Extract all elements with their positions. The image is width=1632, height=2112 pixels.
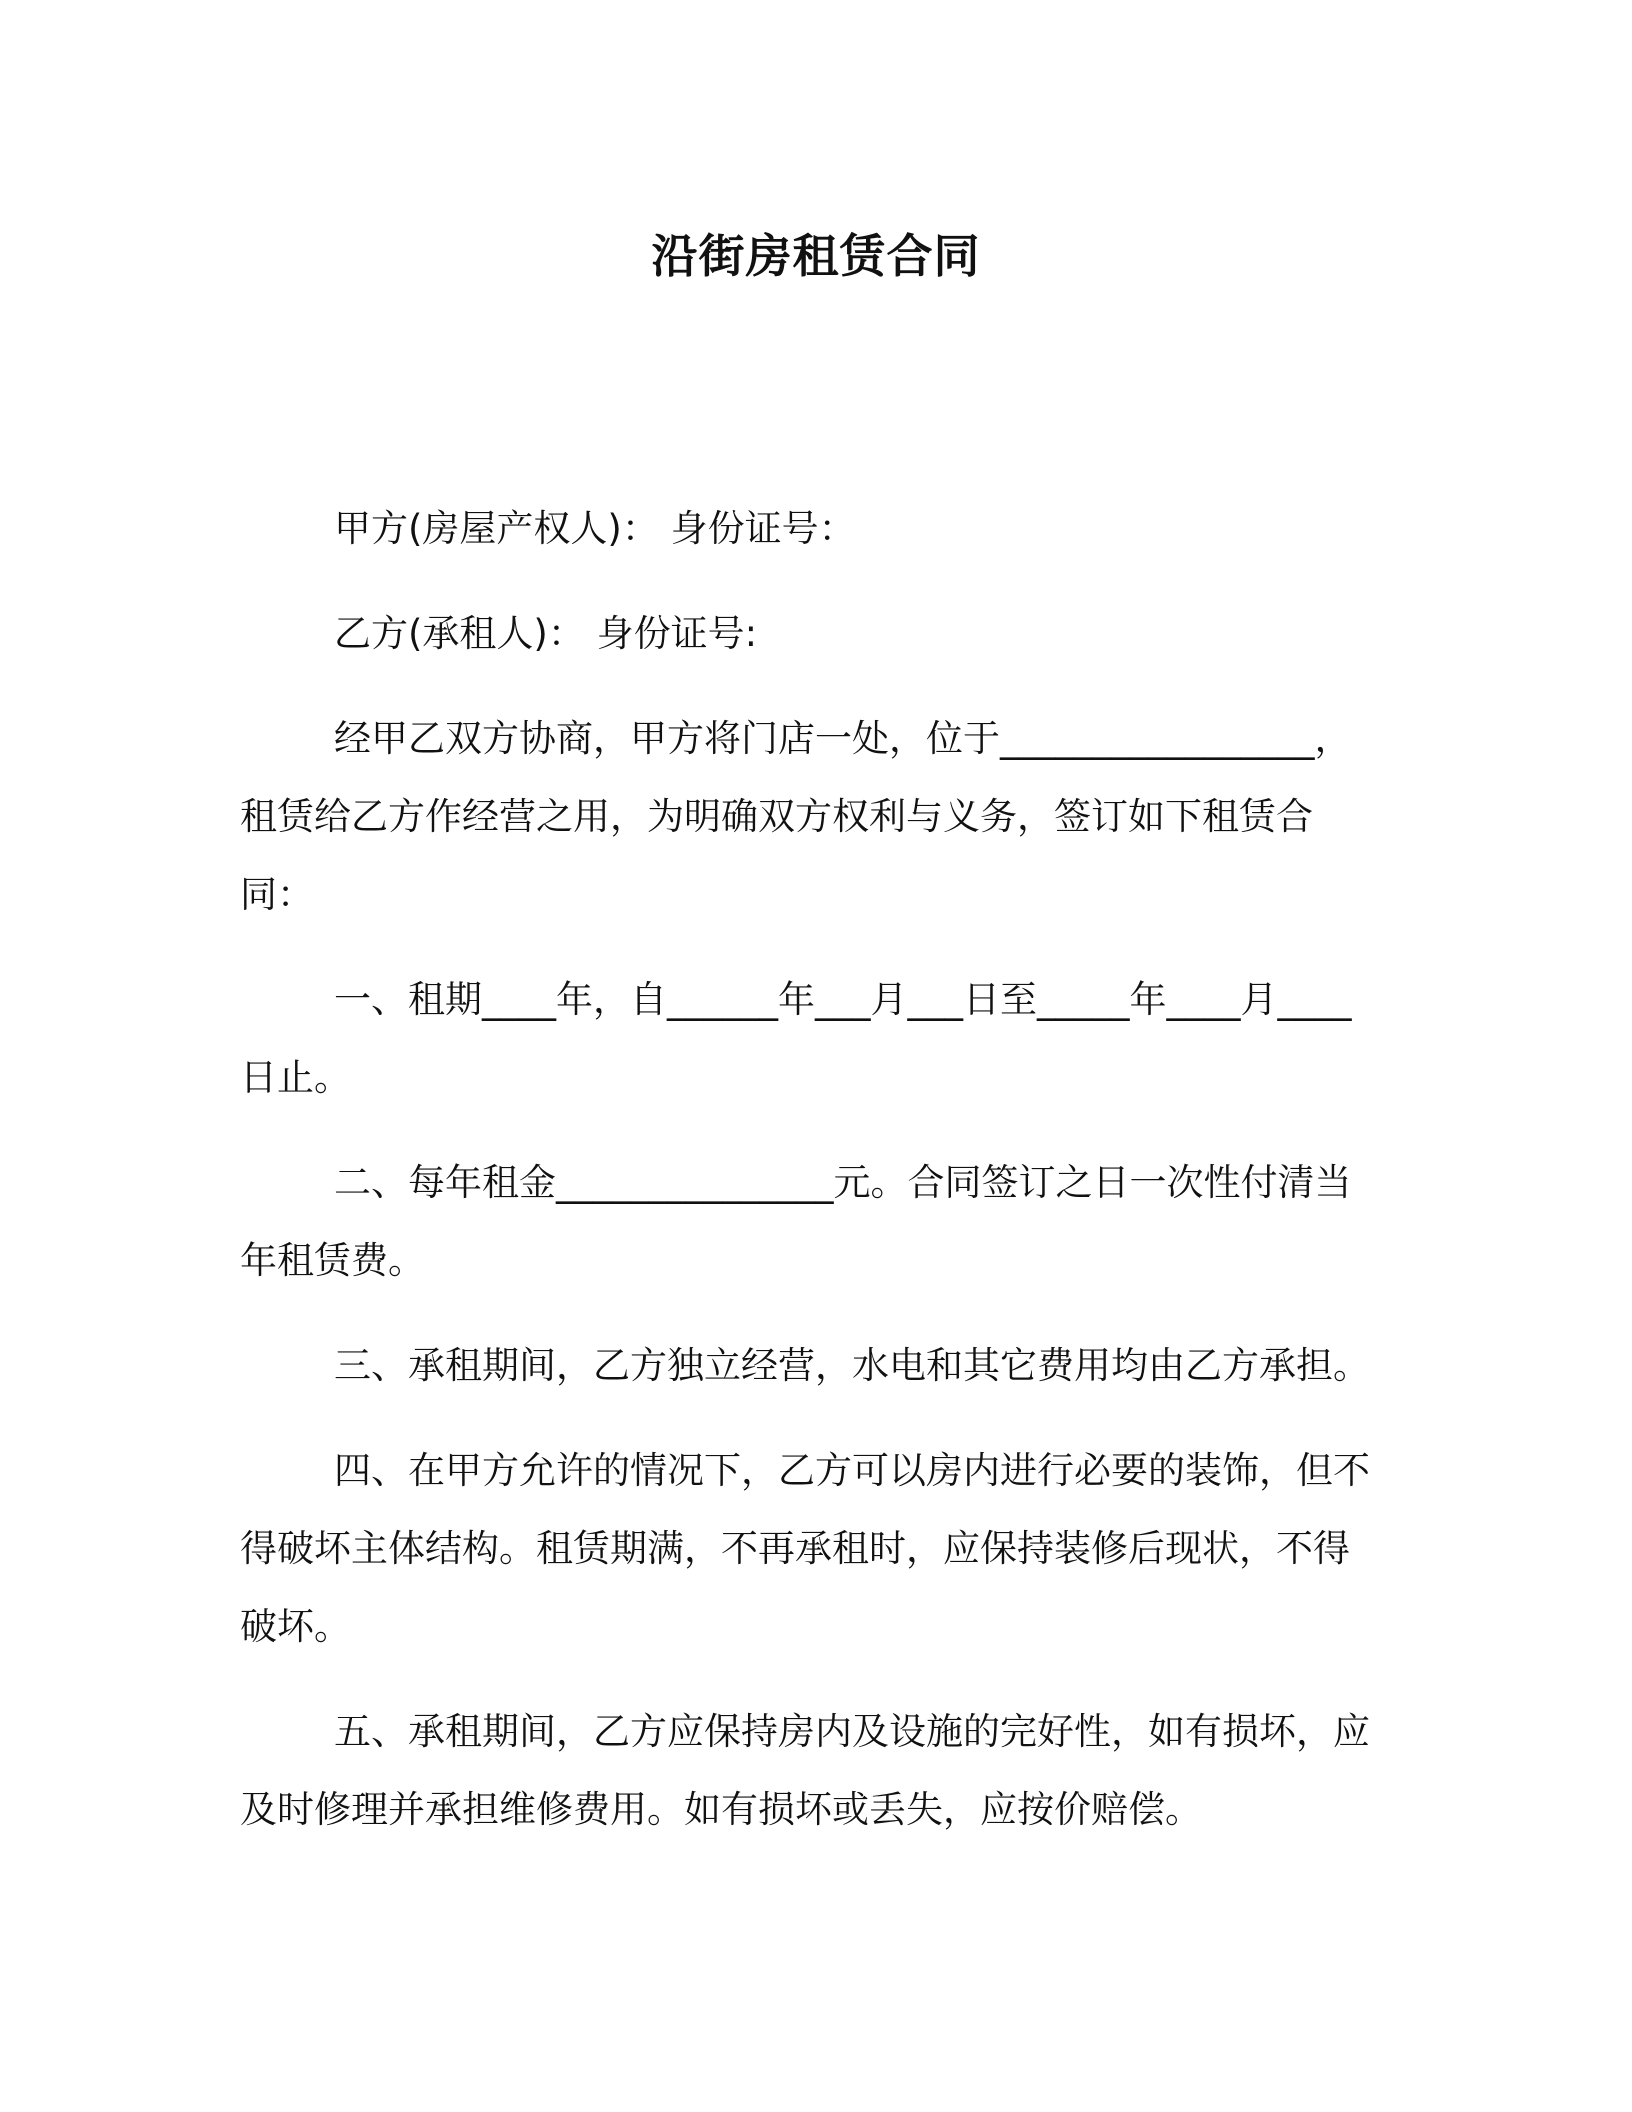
document-body xyxy=(240,490,1385,1876)
clause-2: 二、每年租金_______________元。合同签订之日一次性付清当年租赁费。 xyxy=(240,1161,1352,1282)
document-title: 沿街房租赁合同 xyxy=(651,229,981,283)
clause-5: 五、承租期间，乙方应保持房内及设施的完好性，如有损坏，应及时修理并承担维修费用。如有损坏或丢失，应按价赔偿。 xyxy=(240,1710,1370,1831)
clause-1: 一、租期____年，自______年___月___日至_____年____月____日止。 xyxy=(240,978,1352,1099)
party-a-line: 甲方(房屋产权人)： 身份证号： xyxy=(334,507,856,550)
intro-paragraph: 经甲乙双方协商，甲方将门店一处，位于_________________，租赁给乙方作经营之用，为明确双方权利与义务，签订如下租赁合同： xyxy=(240,717,1352,916)
clause-4: 四、在甲方允许的情况下，乙方可以房内进行必要的装饰，但不得破坏主体结构。租赁期满，不再承租时，应保持装修后现状，不得破坏。 xyxy=(240,1449,1370,1648)
party-b-line: 乙方(承租人)： 身份证号: xyxy=(334,612,758,655)
clause-3: 三、承租期间，乙方独立经营，水电和其它费用均由乙方承担。 xyxy=(334,1344,1370,1387)
